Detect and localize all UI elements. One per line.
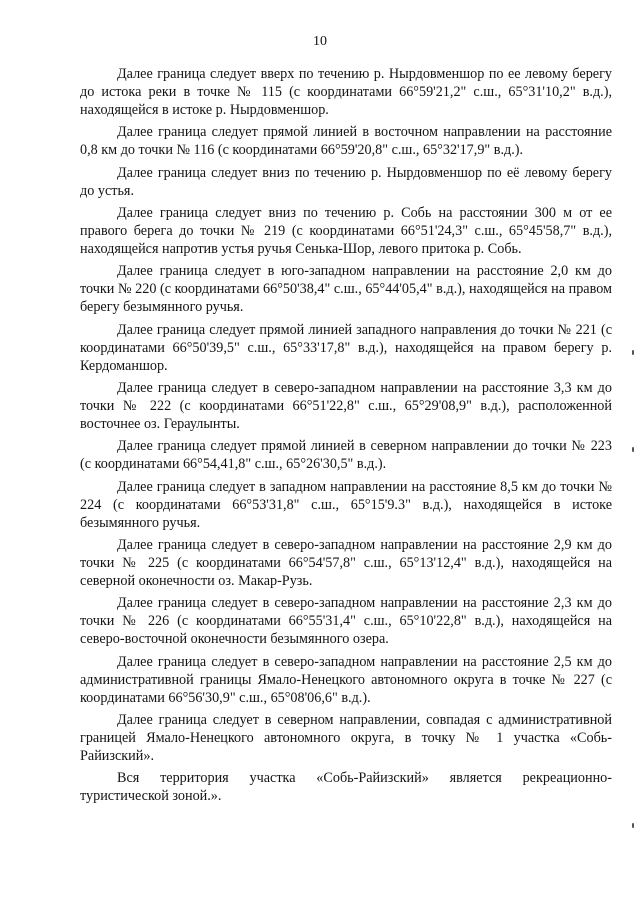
paragraph-6: Далее граница следует прямой линией западного направления до точки № 221 (с координатами 66°50'39,5" с.ш., 65°33'17,8" в.д.), находящейся на правом берегу р. Кердоманшор. [80, 321, 612, 374]
document-body [80, 66, 612, 811]
paragraph-13: Далее граница следует в северном направлении, совпадая с административной границей Ямало-Ненецкого автономного округа, в точку № 1 участка «Собь-Райизский». [80, 712, 612, 764]
paragraph-1: Далее граница следует вверх по течению р. Нырдовменшор по ее левому берегу до истока реки в точке № 115 (с координатами 66°59'21,2" с.ш., 65°31'10,2" в.д.), находящейся в истоке р. Нырдовменшор. [80, 66, 612, 118]
paragraph-14: Вся территория участка «Собь-Райизский» является рекреационно-туристической зоной.». [80, 770, 612, 805]
scan-mark [632, 823, 634, 828]
paragraph-8: Далее граница следует прямой линией в северном направлении до точки № 223 (с координатами 66°54,41,8" с.ш., 65°26'30,5" в.д.). [80, 438, 612, 473]
paragraph-5: Далее граница следует в юго-западном направлении на расстояние 2,0 км до точки № 220 (с координатами 66°50'38,4" с.ш., 65°44'05,4" в.д.), находящейся на правом берегу безымянного ручья. [80, 263, 612, 316]
paragraph-12: Далее граница следует в северо-западном направлении на расстояние 2,5 км до административной границы Ямало-Ненецкого автономного округа в точке № 227 (с координатами 66°56'30,9" с.ш., 65°08'06,6" в.д.). [80, 653, 612, 706]
paragraph-9: Далее граница следует в западном направлении на расстояние 8,5 км до точки № 224 (с координатами 66°53'31,8" с.ш., 65°15'9.3" в.д.), находящейся в истоке безымянного ручья. [80, 478, 612, 531]
paragraph-4: Далее граница следует вниз по течению р. Собь на расстоянии 300 м от ее правого берега до точки № 219 (с координатами 66°51'24,3" с.ш., 65°45'58,7" в.д.), находящейся напротив устья ручья Сенька-Шор, левого притока р. Собь. [80, 205, 612, 257]
scan-mark [632, 350, 634, 355]
paragraph-3: Далее граница следует вниз по течению р. Нырдовменшор по её левому берегу до устья. [80, 164, 612, 199]
paragraph-2: Далее граница следует прямой линией в восточном направлении на расстояние 0,8 км до точки № 116 (с координатами 66°59'20,8" с.ш., 65°32'17,9" в.д.). [80, 124, 612, 159]
paragraph-10: Далее граница следует в северо-западном направлении на расстояние 2,9 км до точки № 225 (с координатами 66°54'57,8" с.ш., 65°13'12,4" в.д.), находящейся на северной оконечности оз. Макар-Рузь. [80, 537, 612, 589]
paragraph-7: Далее граница следует в северо-западном направлении на расстояние 3,3 км до точки № 222 (с координатами 66°51'22,8" с.ш., 65°29'08,9" в.д.), расположенной восточнее оз. Гераулынты. [80, 380, 612, 432]
paragraph-11: Далее граница следует в северо-западном направлении на расстояние 2,3 км до точки № 226 (с координатами 66°55'31,4" с.ш., 65°10'22,8" в.д.), находящейся на северо-восточной оконечности безымянного озера. [80, 595, 612, 648]
page-number: 10 [313, 34, 327, 49]
scan-mark [632, 447, 634, 452]
